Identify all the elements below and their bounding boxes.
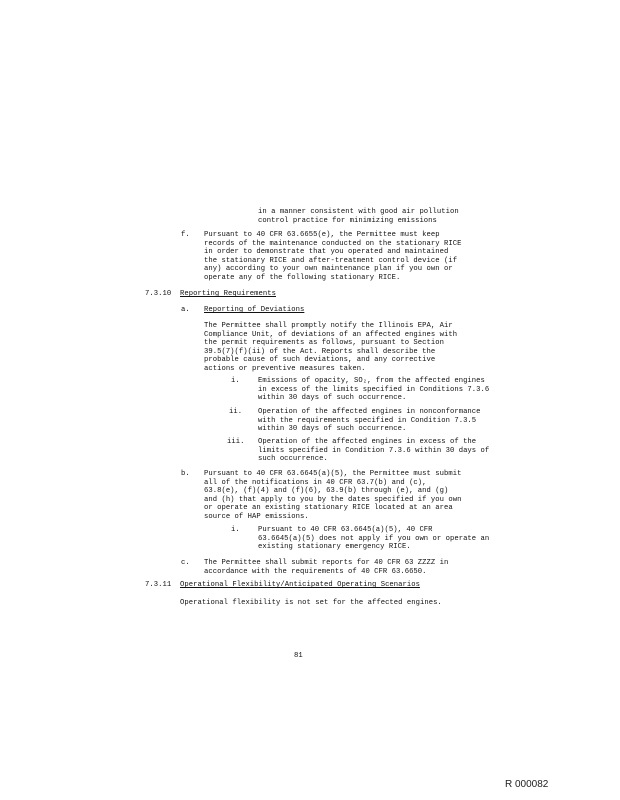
item-c-marker: c. (181, 559, 190, 567)
section-7-3-11-text: Operational flexibility is not set for the affected engines. (180, 599, 442, 607)
item-a-text: The Permittee shall promptly notify the Illinois EPA, Air Compliance Unit, of deviations of an affected engines with the permit requirements as follows, pursuant to Section 39.5(7)(f)(ii) of the Act. Reports shall describe the probable cause of such deviations, and any corrective actions or preventive measures taken. (204, 322, 458, 373)
sub-iii-text: Operation of the affected engines in excess of the limits specified in Condition 7.3.6 within 30 days of such occurrence. (258, 438, 490, 464)
sub-ii-text: Operation of the affected engines in nonconformance with the requirements specified in Condition 7.3.5 within 30 days of such occurrence. (258, 408, 481, 434)
item-a-marker: a. (181, 306, 190, 314)
sub-b-i-text: Pursuant to 40 CFR 63.6645(a)(5), 40 CFR 63.6645(a)(5) does not apply if you own or operate an existing stationary emergency RICE. (258, 526, 490, 552)
section-7-3-11-number: 7.3.11 (145, 581, 172, 589)
item-e-continued-text: in a manner consistent with good air pollution control practice for minimizing emissions (258, 208, 459, 225)
item-b-text: Pursuant to 40 CFR 63.6645(a)(5), the Permittee must submit all of the notifications in 40 CFR 63.7(b) and (c), 63.8(e), (f)(4) and (f)(6), 63.9(b) through (e), and (g) and (h) that apply to you by the dates specified if you own or operate an existing stationary RICE located at an area source of HAP emissions. (204, 470, 462, 521)
sub-ii-marker: ii. (229, 408, 243, 416)
sub-i-text: Emissions of opacity, SO₂, from the affected engines in excess of the limits specified in Conditions 7.3.6 within 30 days of such occurrence. (258, 377, 490, 403)
section-7-3-10-title: Reporting Requirements (180, 290, 276, 298)
item-f-text: Pursuant to 40 CFR 63.6655(e), the Permittee must keep records of the maintenance conducted on the stationary RICE in order to demonstrate that you operated and maintained the stationary RICE and after-treatment control device (if any) according to your own maintenance plan if you own or operate any of the following stationary RICE. (204, 231, 462, 282)
section-7-3-10-number: 7.3.10 (145, 290, 172, 298)
bates-number: R 000082 (505, 779, 549, 790)
sub-i-marker: i. (231, 377, 240, 385)
item-f-marker: f. (181, 231, 190, 239)
item-c-text: The Permittee shall submit reports for 40 CFR 63 ZZZZ in accordance with the requirements of 40 CFR 63.6650. (204, 559, 449, 576)
item-a-title: Reporting of Deviations (204, 306, 305, 314)
sub-iii-marker: iii. (227, 438, 245, 446)
page-number: 81 (294, 652, 303, 660)
item-b-marker: b. (181, 470, 190, 478)
section-7-3-11-title: Operational Flexibility/Anticipated Operating Scenarios (180, 581, 420, 589)
sub-b-i-marker: i. (231, 526, 240, 534)
